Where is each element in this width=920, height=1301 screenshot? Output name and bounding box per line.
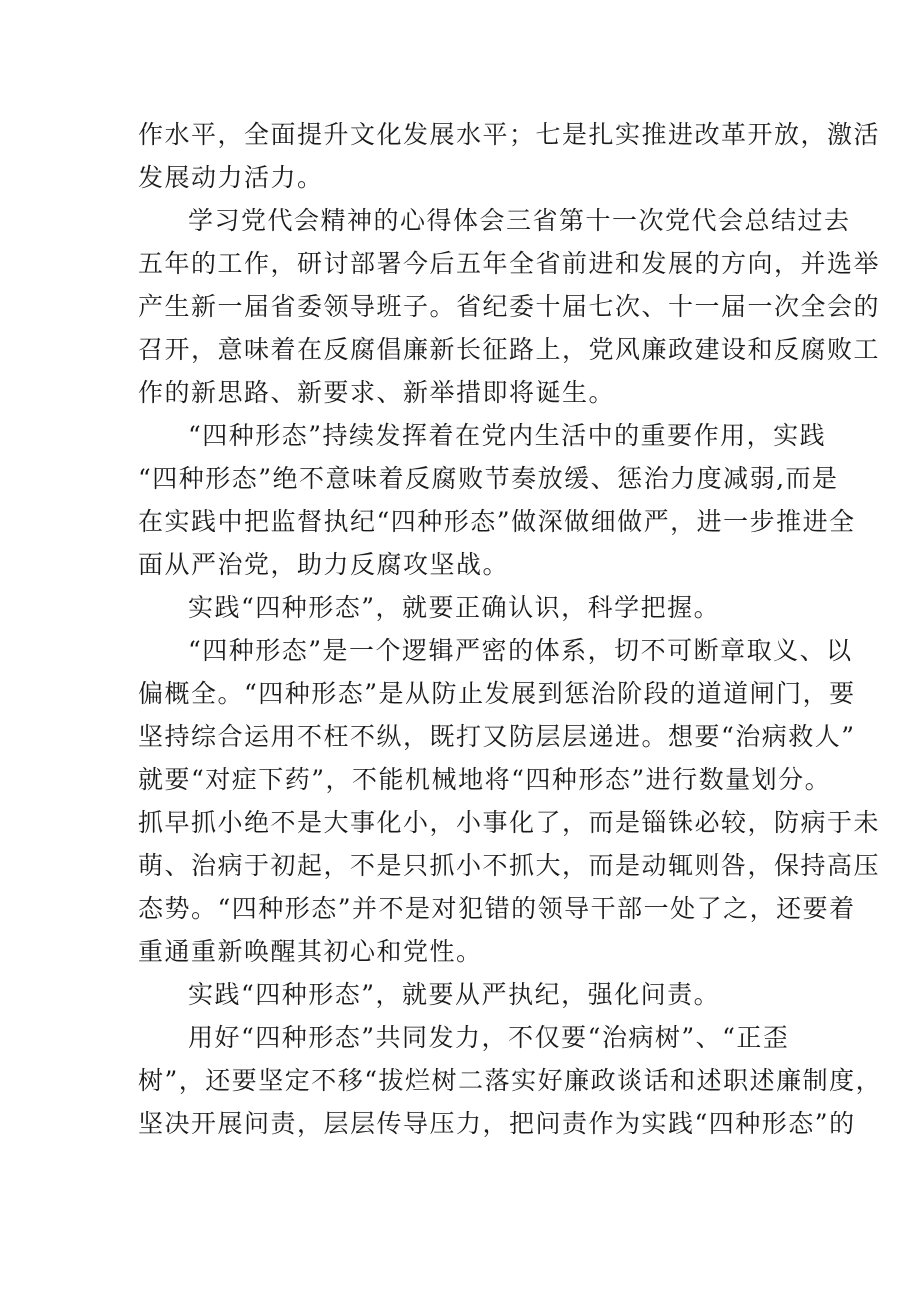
document-body xyxy=(138,113,883,1145)
text-line: 偏概全。“四种形态”是从防止发展到惩治阶段的道道闸门，要 xyxy=(138,679,856,708)
text-line: 坚持综合运用不枉不纵，既打又防层层递进。想要“治病救人” xyxy=(138,722,856,751)
text-line: 召开，意味着在反腐倡廉新长征路上，党风廉政建设和反腐败工 xyxy=(138,335,881,364)
text-line: 实践“四种形态”，就要从严执纪，强化问责。 xyxy=(188,980,721,1009)
text-line: “四种形态”绝不意味着反腐败节奏放缓、惩治力度减弱,而是 xyxy=(138,464,839,493)
text-line: “四种形态”是一个逻辑严密的体系，切不可断章取义、以 xyxy=(188,636,853,665)
text-line: 学习党代会精神的心得体会三省第十一次党代会总结过去 xyxy=(188,206,851,235)
paragraph xyxy=(138,586,788,629)
text-line: 抓早抓小绝不是大事化小，小事化了，而是锱铢必较，防病于未 xyxy=(138,808,881,837)
text-line: 产生新一届省委领导班子。省纪委十届七次、十一届一次全会的 xyxy=(138,292,881,321)
text-line: 坚决开展问责，层层传导压力，把问责作为实践“四种形态”的 xyxy=(138,1109,856,1138)
text-line: 萌、治病于初起，不是只抓小不抓大，而是动辄则咎，保持高压 xyxy=(138,851,881,880)
text-line: 就要“对症下药”，不能机械地将“四种形态”进行数量划分。 xyxy=(138,765,832,794)
text-line: 作的新思路、新要求、新举措即将诞生。 xyxy=(138,378,616,407)
text-line: 用好“四种形态”共同发力，不仅要“治病树”、“正歪 xyxy=(188,1023,790,1052)
text-line: 面从严治党，助力反腐攻坚战。 xyxy=(138,550,510,579)
paragraph xyxy=(138,113,881,199)
paragraph xyxy=(138,973,788,1016)
paragraph xyxy=(138,414,856,586)
text-line: 作水平，全面提升文化发展水平；七是扎实推进改革开放，激活 xyxy=(138,120,881,149)
text-line: 发展动力活力。 xyxy=(138,163,324,192)
paragraph xyxy=(138,199,881,414)
text-line: 在实践中把监督执纪“四种形态”做深做细做严，进一步推进全 xyxy=(138,507,856,536)
paragraph xyxy=(138,1016,883,1145)
text-line: 实践“四种形态”，就要正确认识，科学把握。 xyxy=(188,593,721,622)
text-line: 重通重新唤醒其初心和党性。 xyxy=(138,937,483,966)
text-line: 五年的工作，研讨部署今后五年全省前进和发展的方向，并选举 xyxy=(138,249,881,278)
paragraph xyxy=(138,629,881,973)
text-line: 树”，还要坚定不移“拔烂树二落实好廉政谈话和述职述廉制度， xyxy=(138,1066,883,1095)
text-line: “四种形态”持续发挥着在党内生活中的重要作用，实践 xyxy=(188,421,827,450)
text-line: 态势。“四种形态”并不是对犯错的领导干部一处了之，还要着 xyxy=(138,894,856,923)
